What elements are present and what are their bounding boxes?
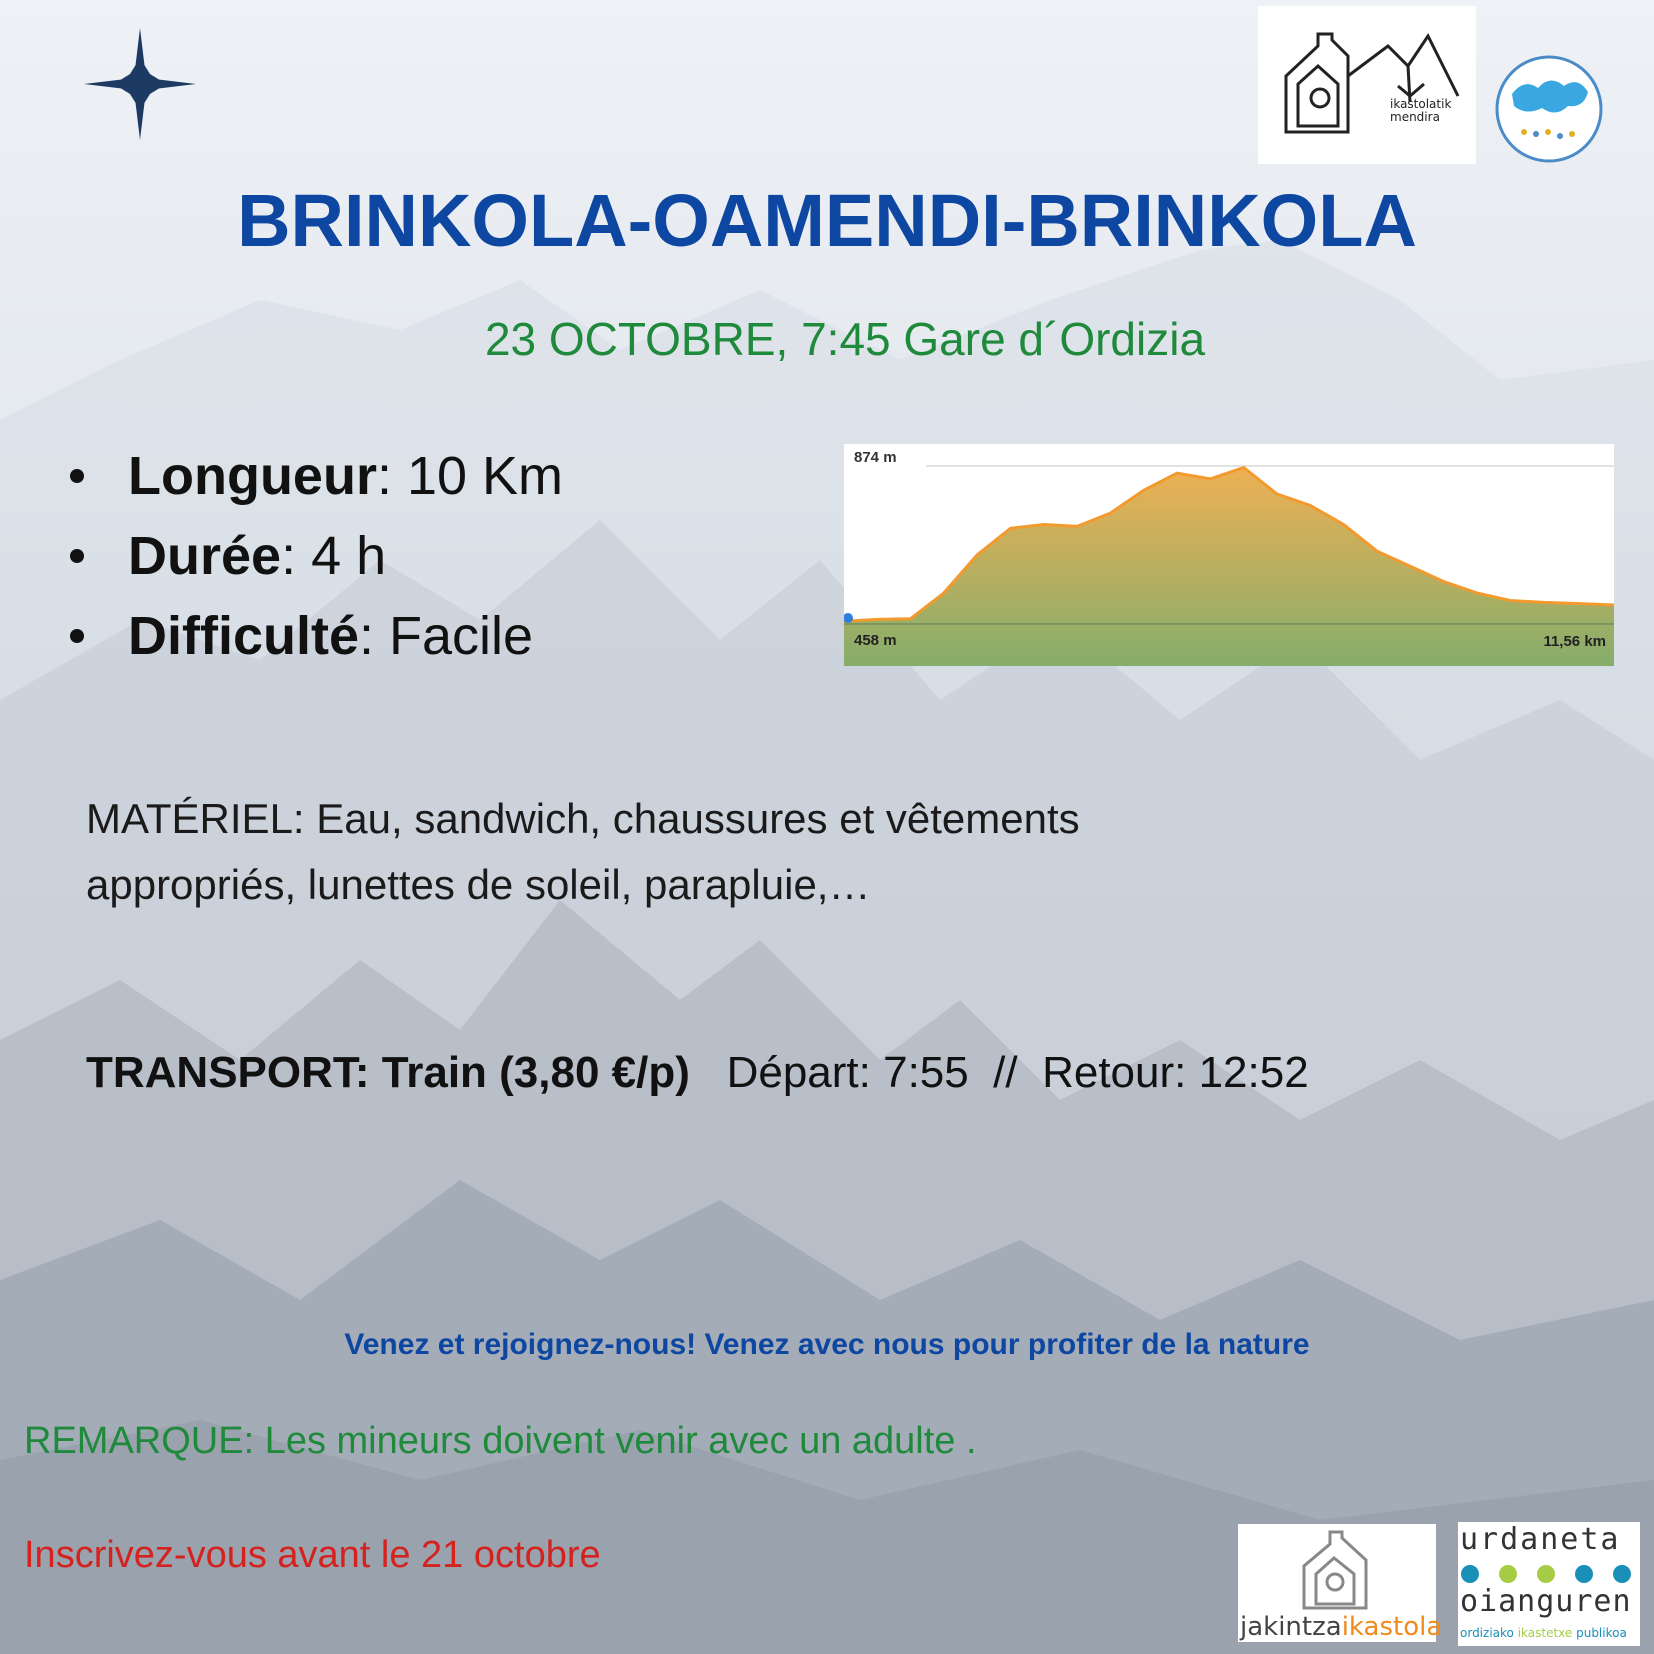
max-elevation-label: 874 m <box>854 449 897 466</box>
remark-text: REMARQUE: Les mineurs doivent venir avec un adulte . <box>24 1420 977 1462</box>
transport-line <box>86 1048 1309 1098</box>
fact-length <box>70 436 563 516</box>
transport-label: TRANSPORT: Train (3,80 €/p) <box>86 1048 690 1097</box>
jakintza-ikastola-logo <box>1238 1524 1443 1642</box>
elevation-profile-chart <box>844 444 1614 666</box>
date-location: 23 OCTOBRE, 7:45 Gare d´Ordizia <box>484 313 1206 365</box>
bullet-icon <box>70 549 84 563</box>
round-club-logo <box>1494 54 1604 164</box>
deadline-text: Inscrivez-vous avant le 21 octobre <box>24 1534 601 1576</box>
ikastola-text: ikastola <box>1341 1612 1443 1642</box>
elevation-profile <box>844 444 1614 666</box>
dots-icon <box>1458 1562 1640 1586</box>
star-icon <box>84 28 196 140</box>
urdaneta-text: urdaneta <box>1460 1522 1621 1557</box>
urdaneta-subtitle <box>1460 1626 1627 1640</box>
ikastolatik-mendira-logo-text: ikastolatik mendira <box>1390 97 1452 124</box>
fact-difficulty <box>70 596 563 676</box>
urdaneta-oianguren-logo <box>1458 1522 1640 1646</box>
bullet-icon <box>70 629 84 643</box>
fact-label: Longueur <box>128 446 377 506</box>
fact-value: : 10 Km <box>376 446 564 506</box>
elevation-area <box>844 468 1614 667</box>
fact-duration <box>70 516 563 596</box>
transport-schedule: Départ: 7:55 // Retour: 12:52 <box>726 1048 1309 1097</box>
oianguren-text: oianguren <box>1460 1584 1632 1619</box>
jakintza-ikastola-text <box>1240 1612 1442 1642</box>
jakintza-text: jakintza <box>1240 1612 1342 1642</box>
trip-facts-list <box>70 436 563 676</box>
urdaneta-sub-1: ordiziako <box>1460 1626 1518 1640</box>
distance-label: 11,56 km <box>1543 633 1606 650</box>
house-mountain-icon <box>1258 6 1476 164</box>
call-to-action: Venez et rejoignez-nous! Venez avec nous pour profiter de la nature <box>344 1328 1310 1361</box>
bullet-icon <box>70 469 84 483</box>
ikastolatik-mendira-logo <box>1258 6 1476 164</box>
house-icon <box>1238 1524 1436 1614</box>
material-text: MATÉRIEL: Eau, sandwich, chaussures et vêtements appropriés, lunettes de soleil, parapluie,… <box>86 795 1080 908</box>
min-elevation-label: 458 m <box>854 632 897 649</box>
urdaneta-sub-3: publikoa <box>1576 1626 1627 1640</box>
urdaneta-sub-2: ikastetxe <box>1517 1626 1577 1640</box>
page-title: BRINKOLA-OAMENDI-BRINKOLA <box>237 179 1417 262</box>
fact-label: Durée <box>128 526 282 586</box>
fact-value: : Facile <box>359 606 534 666</box>
fact-label: Difficulté <box>128 606 360 666</box>
fact-value: : 4 h <box>281 526 387 586</box>
